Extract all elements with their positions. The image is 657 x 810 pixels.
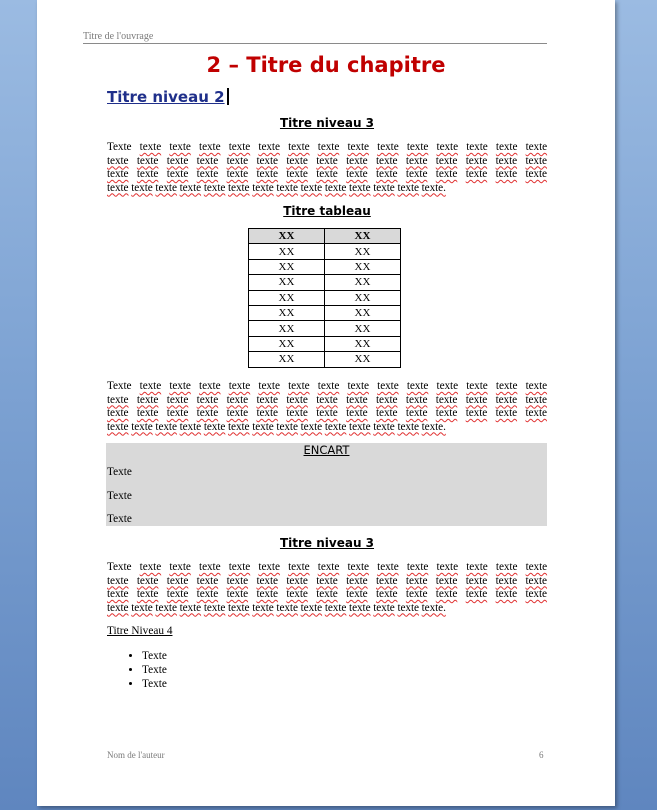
word: texte <box>525 154 547 167</box>
word: texte <box>169 380 191 392</box>
word: texte <box>465 154 488 167</box>
table-cell: XX <box>249 336 325 351</box>
table-cell: XX <box>325 305 401 320</box>
paragraph-line <box>107 407 547 421</box>
word: texte <box>179 181 202 194</box>
word: texte <box>256 168 278 180</box>
word: texte <box>465 574 488 587</box>
word: texte <box>466 561 488 573</box>
word: texte <box>316 154 338 167</box>
paragraph-1 <box>107 141 547 195</box>
word: texte <box>226 574 249 587</box>
word: texte <box>316 588 338 600</box>
word: texte <box>136 588 159 600</box>
encart-title: ENCART <box>303 443 350 457</box>
word: texte <box>376 574 398 587</box>
table-row <box>249 259 401 274</box>
heading-level-3-second: Titre niveau 3 <box>279 536 375 550</box>
encart-line: Texte <box>107 466 132 478</box>
word: texte <box>373 601 395 614</box>
paragraph-line <box>107 168 547 182</box>
word: texte <box>466 380 488 392</box>
word: texte <box>406 561 429 573</box>
word: texte <box>107 574 129 587</box>
word: texte <box>347 561 369 573</box>
word: texte <box>196 574 219 587</box>
table-row <box>249 244 401 259</box>
word: texte <box>495 168 518 180</box>
bullet-list <box>107 649 167 691</box>
table-title: Titre tableau <box>283 204 371 218</box>
word: texte <box>465 393 488 406</box>
word: texte <box>199 380 221 392</box>
word: texte <box>139 561 162 573</box>
word: texte <box>196 407 219 419</box>
word: texte <box>317 380 340 392</box>
word: texte <box>199 561 221 573</box>
word: texte <box>405 168 428 180</box>
word: texte <box>136 574 159 587</box>
paragraph-line <box>107 182 547 196</box>
data-table <box>248 228 401 368</box>
word: texte <box>179 420 202 433</box>
table-header-row <box>249 229 401 244</box>
list-item: • Texte <box>142 649 167 663</box>
word: texte <box>203 181 226 194</box>
word: texte <box>495 574 518 587</box>
word: texte <box>349 181 371 194</box>
word: texte <box>317 141 340 153</box>
word: texte <box>166 588 189 600</box>
word: texte <box>228 561 251 573</box>
list-item: • Texte <box>142 677 167 691</box>
word: texte <box>300 601 323 614</box>
word: texte <box>316 393 338 406</box>
word: texte <box>495 154 518 167</box>
word: texte <box>377 561 399 573</box>
word: texte <box>466 141 488 153</box>
word: texte <box>376 588 398 600</box>
word: texte <box>256 393 278 406</box>
word: texte <box>136 154 159 167</box>
word: texte <box>139 141 162 153</box>
word: texte <box>397 601 419 614</box>
word: texte <box>107 601 129 614</box>
text-cursor <box>227 88 229 105</box>
word: texte <box>525 574 547 587</box>
word: texte <box>136 393 159 406</box>
word: texte <box>525 407 547 419</box>
word: texte <box>435 574 458 587</box>
table-cell: XX <box>249 259 325 274</box>
word: texte <box>131 420 153 433</box>
footer-page-number: 6 <box>539 750 544 760</box>
word: texte <box>435 154 458 167</box>
word: texte <box>316 574 338 587</box>
word: texte <box>196 393 219 406</box>
word: texte <box>495 561 518 573</box>
paragraph-line <box>107 394 547 408</box>
word: texte <box>495 407 518 419</box>
word: texte <box>324 601 347 614</box>
page-header: Titre de l'ouvrage <box>83 31 547 44</box>
word: texte <box>495 141 518 153</box>
word: texte <box>107 168 129 180</box>
word: texte <box>465 588 488 600</box>
word: texte <box>525 393 547 406</box>
word: texte <box>435 168 458 180</box>
word: texte <box>166 168 189 180</box>
word: texte <box>525 380 548 392</box>
word: texte <box>316 168 338 180</box>
table-cell: XX <box>325 259 401 274</box>
word: texte <box>288 561 310 573</box>
word: texte <box>166 393 189 406</box>
word: texte <box>288 380 310 392</box>
paragraph-line <box>107 575 547 589</box>
word: texte <box>300 181 323 194</box>
word: texte <box>405 393 428 406</box>
word: texte <box>166 154 189 167</box>
word: texte <box>495 588 518 600</box>
encart-box <box>106 443 547 526</box>
word: texte <box>286 154 308 167</box>
heading-level-4: Titre Niveau 4 <box>107 625 173 637</box>
word: texte <box>346 407 368 419</box>
word: texte <box>228 601 250 614</box>
word: texte <box>131 181 153 194</box>
word: texte <box>525 141 548 153</box>
paragraph-line <box>107 588 547 602</box>
word: texte <box>196 168 219 180</box>
word: Texte <box>107 380 132 392</box>
word: texte <box>346 154 368 167</box>
word: texte <box>376 393 398 406</box>
paragraph-line <box>107 561 547 575</box>
word: texte <box>226 588 249 600</box>
word: texte <box>107 393 129 406</box>
table-cell: XX <box>249 321 325 336</box>
heading-level-3-first: Titre niveau 3 <box>279 116 375 130</box>
paragraph-line <box>107 421 547 435</box>
word: texte <box>346 574 368 587</box>
word: texte <box>495 380 518 392</box>
table-cell: XX <box>325 352 401 367</box>
word: texte <box>349 420 371 433</box>
word: texte <box>288 141 310 153</box>
word: texte <box>196 588 219 600</box>
paragraph-line <box>107 155 547 169</box>
table-cell: XX <box>249 290 325 305</box>
word: texte <box>405 588 428 600</box>
heading-level-2-text: Titre niveau 2 <box>107 88 225 106</box>
word: texte <box>258 141 280 153</box>
word: texte <box>107 407 129 419</box>
word: texte <box>226 168 249 180</box>
word: texte <box>258 380 280 392</box>
word: texte <box>435 393 458 406</box>
word: texte <box>376 168 398 180</box>
word: texte <box>406 141 429 153</box>
word: texte <box>435 588 458 600</box>
table-cell: XX <box>325 290 401 305</box>
list-item: • Texte <box>142 663 167 677</box>
table-row <box>249 275 401 290</box>
word: texte <box>397 420 419 433</box>
word: texte <box>465 407 488 419</box>
word: texte <box>406 380 429 392</box>
table-row <box>249 336 401 351</box>
word: Texte <box>107 141 132 153</box>
word: texte <box>169 561 191 573</box>
word: texte <box>276 420 298 433</box>
word: texte <box>347 380 369 392</box>
heading-level-2[interactable] <box>107 88 229 106</box>
table-cell: XX <box>325 244 401 259</box>
word: texte <box>203 601 226 614</box>
paragraph-line <box>107 380 547 394</box>
table-cell: XX <box>325 321 401 336</box>
word: texte <box>107 154 129 167</box>
word: texte <box>199 141 221 153</box>
word: texte <box>346 168 368 180</box>
word: texte <box>139 380 162 392</box>
word: texte <box>324 181 347 194</box>
word: texte <box>203 420 226 433</box>
word: texte <box>346 588 368 600</box>
word: texte <box>435 407 458 419</box>
word: texte <box>226 393 249 406</box>
word: texte <box>397 181 419 194</box>
word: texte <box>347 141 369 153</box>
word: texte <box>286 574 308 587</box>
encart-line: Texte <box>107 513 132 525</box>
word: texte <box>405 154 428 167</box>
document-page[interactable] <box>37 0 615 806</box>
table-row <box>249 352 401 367</box>
word: texte <box>228 420 250 433</box>
table-row <box>249 321 401 336</box>
word: texte <box>465 168 488 180</box>
word: texte <box>256 407 278 419</box>
word: texte <box>373 181 395 194</box>
word: texte <box>300 420 323 433</box>
word: texte <box>276 181 298 194</box>
word: texte <box>436 141 458 153</box>
word: texte <box>316 407 338 419</box>
word: texte <box>166 407 189 419</box>
word: texte <box>276 601 298 614</box>
table-cell: XX <box>249 275 325 290</box>
word: texte <box>228 141 251 153</box>
table-row <box>249 290 401 305</box>
word: texte <box>155 181 177 194</box>
encart-line: Texte <box>107 490 132 502</box>
word: texte <box>324 420 347 433</box>
word: texte <box>376 154 398 167</box>
word: texte <box>405 407 428 419</box>
word: texte <box>376 407 398 419</box>
word: texte <box>107 420 129 433</box>
word: texte <box>286 393 308 406</box>
word: texte <box>107 181 129 194</box>
word: texte <box>179 601 202 614</box>
word: texte <box>228 380 251 392</box>
word: texte <box>252 181 274 194</box>
word: texte <box>377 141 399 153</box>
table-cell: XX <box>249 244 325 259</box>
word: texte <box>495 393 518 406</box>
word: texte <box>256 154 278 167</box>
word: texte <box>317 561 340 573</box>
word: texte. <box>421 601 446 614</box>
word: texte <box>256 574 278 587</box>
word: texte <box>525 561 548 573</box>
word: texte <box>252 420 274 433</box>
table-cell: XX <box>249 352 325 367</box>
word: texte <box>196 154 219 167</box>
word: texte <box>107 588 129 600</box>
word: texte <box>349 601 371 614</box>
word: texte <box>169 141 191 153</box>
word: texte. <box>421 181 446 194</box>
table-cell: XX <box>325 336 401 351</box>
word: texte <box>155 420 177 433</box>
paragraph-line <box>107 602 547 616</box>
word: texte <box>226 154 249 167</box>
word: texte <box>131 601 153 614</box>
table-cell: XX <box>249 305 325 320</box>
word: texte <box>228 181 250 194</box>
word: texte <box>377 380 399 392</box>
word: texte <box>252 601 274 614</box>
word: texte <box>258 561 280 573</box>
word: texte <box>136 407 159 419</box>
word: texte <box>436 561 458 573</box>
word: texte <box>136 168 159 180</box>
table-header-cell: XX <box>325 229 401 244</box>
word: texte <box>525 168 547 180</box>
table-header-cell: XX <box>249 229 325 244</box>
chapter-title: 2 – Titre du chapitre <box>206 53 446 77</box>
paragraph-3 <box>107 561 547 615</box>
word: texte <box>405 574 428 587</box>
word: texte <box>286 168 308 180</box>
paragraph-line <box>107 141 547 155</box>
word: texte <box>373 420 395 433</box>
word: texte <box>166 574 189 587</box>
word: texte. <box>421 420 446 433</box>
word: texte <box>155 601 177 614</box>
table-cell: XX <box>325 275 401 290</box>
word: texte <box>226 407 249 419</box>
word: texte <box>346 393 368 406</box>
word: texte <box>525 588 547 600</box>
word: texte <box>286 588 308 600</box>
footer-author: Nom de l'auteur <box>107 750 165 760</box>
word: texte <box>286 407 308 419</box>
table-row <box>249 305 401 320</box>
paragraph-2 <box>107 380 547 434</box>
word: Texte <box>107 561 132 573</box>
word: texte <box>256 588 278 600</box>
word: texte <box>436 380 458 392</box>
